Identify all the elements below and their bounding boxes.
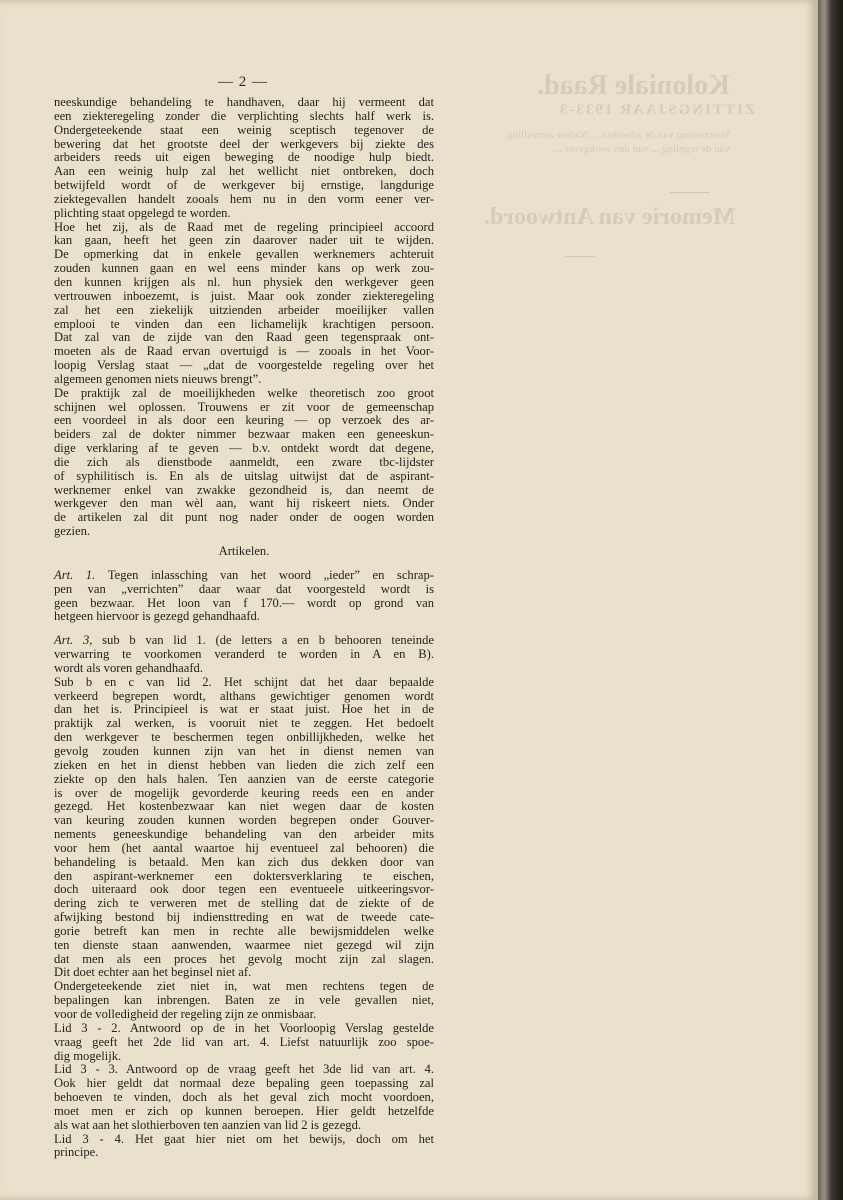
- text-line: ziektegevallen handelt zooals hem nu in den vorm eener ver-: [54, 191, 434, 206]
- text-line: loopig Verslag staat — „dat de voorgestelde regeling over het: [54, 358, 434, 373]
- bleed-through-heading: Memorie van Antwoord.: [483, 204, 735, 230]
- bleed-through-note: Voorziening van de arbeiders ... Nadere aanvulling van de regeling ... van den werkgever ...: [506, 129, 730, 155]
- text-line: behoeven te vinden, doch als het geval zich mocht voordoen,: [54, 1090, 434, 1105]
- art3-first-line: [54, 634, 434, 648]
- text-line: als wat aan het slothierboven ten aanzien van lid 2 is gezegd.: [54, 1117, 362, 1132]
- text-line: dering zich te verweren met de stelling dat de ziekte of de: [54, 896, 434, 911]
- text-line: De praktijk zal de moeilijkheden welke theoretisch zoo groot: [54, 385, 434, 400]
- text-line: bepalingen kan inbrengen. Baten ze in vele gevallen niet,: [54, 993, 434, 1008]
- text-line: nements geneeskundige behandeling van den arbeider mits: [54, 827, 434, 842]
- text-line: vertrouwen inboezemt, is juist. Maar ook zonder ziekteregeling: [54, 288, 434, 303]
- text-line: dan het is. Principieel is wat er staat juist. Hoe het in de: [54, 702, 434, 717]
- book-spine: [818, 0, 843, 1200]
- bleed-through-title: Koloniale Raad.: [537, 70, 730, 101]
- text-line: Hoe het zij, als de Raad met de regeling principieel accoord: [54, 219, 434, 234]
- text-line: Ook hier geldt dat normaal deze bepaling geen toepassing zal: [54, 1076, 434, 1091]
- text-line: kan gaan, heeft het geen zin daarover nader uit te wijden.: [54, 233, 434, 248]
- text-line: afwijking bestond bij indiensttreding en wat de tweede cate-: [54, 910, 434, 925]
- text-line: schijnen wel oplossen. Trouwens er zit voor de gemeenschap: [54, 399, 434, 414]
- art1-first-line: [54, 569, 434, 583]
- text-line: den kunnen krijgen als nl. hun physiek den werkgever geen: [54, 274, 434, 289]
- text-column: [54, 96, 434, 1160]
- text-line: algemeen genomen niets nieuws brengt”.: [54, 371, 262, 386]
- text-line: de artikelen zal dit punt nog nader onder de oogen worden: [54, 510, 434, 525]
- text-line: principe.: [54, 1145, 99, 1160]
- text-line: Dat zal van de zijde van den Raad geen tegenspraak ont-: [54, 330, 434, 345]
- text-line: moeten als de Raad ervan overtuigd is — zooals in het Voor-: [54, 344, 434, 359]
- text-line: hetgeen hiervoor is gezegd gehandhaafd.: [54, 609, 260, 624]
- art3-first-text: sub b van lid 1. (de letters a en b behooren teneinde: [102, 633, 434, 648]
- text-line: is over de mogelijk gevorderde keuring reeds een en ander: [54, 785, 434, 800]
- text-line: arbeiders reeds uit eigen beweging de noodige hulp biedt.: [54, 150, 434, 165]
- text-line: verwarring te voorkomen veranderd te worden in A en B).: [54, 647, 434, 662]
- text-line: Ondergeteekende ziet niet in, wat men rechtens tegen de: [54, 979, 434, 994]
- text-line: gezien.: [54, 524, 91, 539]
- text-line: Sub b en c van lid 2. Het schijnt dat het daar bepaalde: [54, 674, 434, 689]
- intro-paragraphs: [54, 96, 434, 539]
- text-line: een voordeel in als door een keuring — op verzoek des ar-: [54, 413, 434, 428]
- art3-lines: [54, 648, 434, 1160]
- text-line: ten dienste staan aanwenden, waarmee niet gezegd wil zijn: [54, 937, 434, 952]
- text-line: zal het een ziekelijk uitzienden arbeider moeilijker vallen: [54, 302, 434, 317]
- text-line: behandeling is betaald. Men kan zich dus dekken door van: [54, 854, 434, 869]
- text-line: bewering dat het grootste deel der werkgevers bij ziekte des: [54, 136, 434, 151]
- text-line: zieken en het in dienst hebben van lieden die zich zelf een: [54, 757, 434, 772]
- art1-first-text: Tegen inlassching van het woord „ieder” en schrap-: [107, 567, 434, 582]
- text-line: neeskundige behandeling te handhaven, daar hij vermeent dat: [54, 95, 434, 109]
- text-line: Dit doet echter aan het beginsel niet af.: [54, 965, 252, 980]
- text-line: plichting staat opgelegd te worden.: [54, 205, 231, 220]
- text-line: gevolg zouden kunnen zijn van het in dienst nemen van: [54, 743, 434, 758]
- text-line: den werkgever te beschermen tegen onbillijkheden, welke het: [54, 730, 434, 745]
- text-line: dige verklaring af te geven — b.v. ontdekt wordt dat degene,: [54, 441, 434, 456]
- text-line: dat men als een proces het gevolg mocht zijn zal slagen.: [54, 951, 434, 966]
- text-line: den aspirant-werknemer een doktersverklaring te eischen,: [54, 868, 434, 883]
- text-line: dig mogelijk.: [54, 1048, 122, 1063]
- text-line: praktijk zal werken, is vooruit niet te zeggen. Het bedoelt: [54, 716, 434, 731]
- text-line: gorie betreft kan men in rechte alle bewijsmiddelen welke: [54, 923, 434, 938]
- text-line: of syphilitisch is. En als de uitslag uitwijst dat de aspirant-: [54, 468, 434, 483]
- art1-lines: [54, 583, 434, 625]
- text-line: beiders zal de dokter nimmer bezwaar maken een geneeskun-: [54, 427, 434, 442]
- text-line: zouden kunnen gaan en wel eens minder kans op werk zou-: [54, 261, 434, 276]
- text-line: voor hem (het aantal waartoe hij eventueel zal behooren) die: [54, 840, 434, 855]
- page-number: — 2 —: [218, 74, 268, 90]
- text-line: doch uiteraard ook door tegen een eventueele uitkeeringsvor-: [54, 882, 434, 897]
- text-line: Lid 3 - 3. Antwoord op de vraag geeft het 3de lid van art. 4.: [54, 1062, 434, 1077]
- articles-heading: Artikelen.: [218, 544, 270, 558]
- text-line: vraag geeft het 2de lid van art. 4. Liefst natuurlijk zoo spoe-: [54, 1034, 434, 1049]
- art3-label: Art. 3,: [54, 633, 93, 648]
- text-line: Aan een weinig hulp zal het wellicht niet ontbreken, doch: [54, 164, 434, 179]
- text-line: Lid 3 - 2. Antwoord op de in het Voorloopig Verslag gestelde: [54, 1020, 434, 1035]
- text-line: Ondergeteekende staat een weinig sceptisch tegenover de: [54, 122, 434, 137]
- bleed-through-session: ZITTINGSJAAR 1933-3: [558, 102, 755, 118]
- text-line: geen bezwaar. Het loon van f 170.— wordt op grond van: [54, 595, 434, 610]
- text-line: wordt als voren gehandhaafd.: [54, 660, 203, 675]
- text-line: De opmerking dat in enkele gevallen werknemers achteruit: [54, 247, 434, 262]
- art1-label: Art. 1.: [54, 567, 96, 582]
- text-line: gezegd. Het kostenbezwaar kan niet wegen daar de kosten: [54, 799, 434, 814]
- text-line: ziekte op den hals halen. Ten aanzien van de eerste categorie: [54, 771, 434, 786]
- text-line: moet men er zich op kunnen beroepen. Hier geldt hetzelfde: [54, 1103, 434, 1118]
- text-line: Lid 3 - 4. Het gaat hier niet om het bewijs, doch om het: [54, 1131, 434, 1146]
- text-line: emplooi te vinden dan een lichamelijk krachtigen persoon.: [54, 316, 434, 331]
- text-line: werknemer enkel van zwakke gezondheid is, dan neemt de: [54, 482, 434, 497]
- text-line: van keuring zouden kunnen worden begrepen onder Gouver-: [54, 813, 434, 828]
- text-line: die zich als dienstbode aanmeldt, een zware tbc-lijdster: [54, 454, 434, 469]
- text-line: werkgever den man wèl aan, want hij riskeert niets. Onder: [54, 496, 434, 511]
- text-line: betwijfeld wordt of de werkgever bij ernstige, langdurige: [54, 178, 434, 193]
- text-line: voor de volledigheid der regeling zijn ze onmisbaar.: [54, 1007, 317, 1021]
- text-line: verkeerd begrepen wordt, althans gewichtiger genomen wordt: [54, 688, 434, 703]
- text-line: een ziekteregeling zonder die verplichting slechts half werk is.: [54, 108, 434, 123]
- text-line: pen van „verrichten” daar waar dat voorgesteld wordt is: [54, 581, 434, 596]
